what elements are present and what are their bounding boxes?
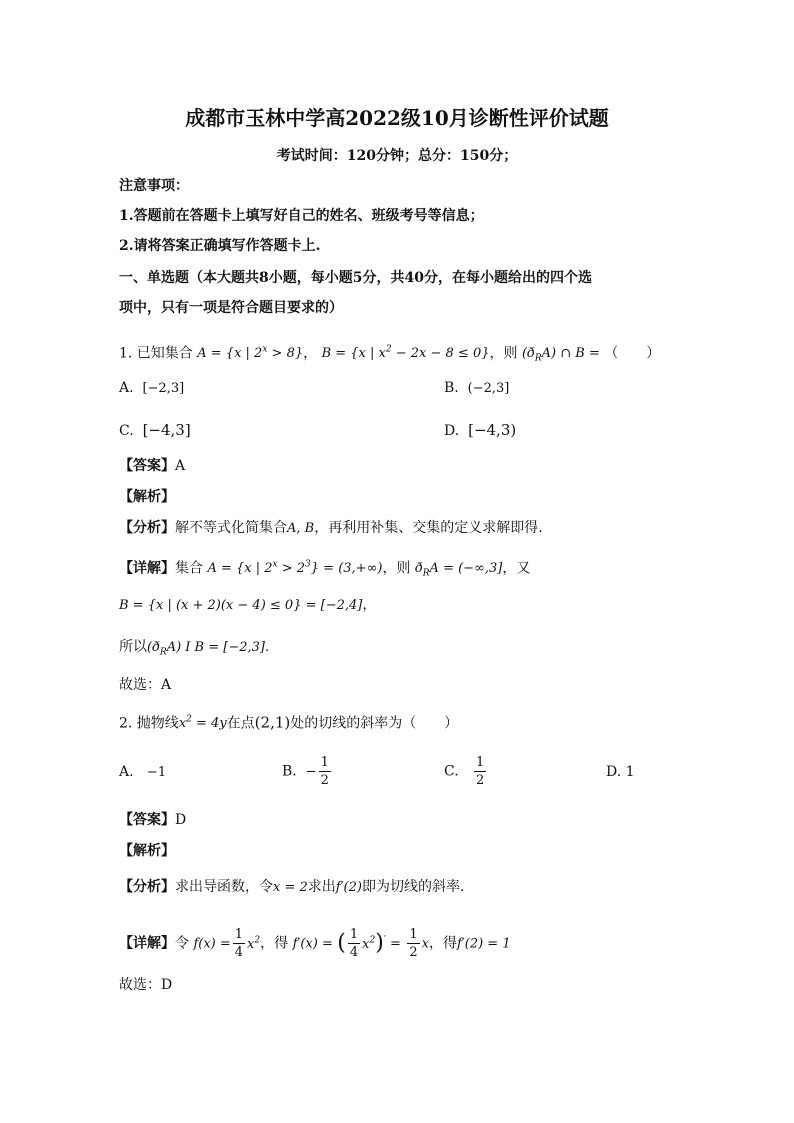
q2-option-d: D. 1	[606, 764, 635, 780]
q1-option-b: B. (−2,3]	[444, 380, 510, 396]
q2-option-c: C. $\frac{1}{2}$	[444, 755, 485, 788]
q2-analysis-label: 【解析】	[119, 843, 175, 859]
q1-set-a: A = {x | $2^x > 8$}	[197, 345, 304, 362]
q1-conclusion: 所以$(ð_RA)$ I B = [−2,3].	[119, 639, 270, 658]
q2-option-b: B. − $\frac{1}{2}$	[282, 755, 329, 788]
section-heading-line1: 一、单选题（本大题共8小题，每小题5分，共40分，在每小题给出的四个选	[119, 270, 592, 286]
q1-choice: 故选：A	[119, 677, 172, 693]
exam-info: 考试时间：120分钟；总分：150分；	[276, 148, 518, 164]
section-heading-line2: 项中，只有一项是符合题目要求的）	[119, 300, 343, 316]
q2-fenxi: 【分析】求出导函数，令x = 2求出f′(2)即为切线的斜率.	[119, 879, 465, 895]
q2-answer: 【答案】D	[119, 812, 187, 828]
q1-analysis-label: 【解析】	[119, 489, 175, 505]
notice-item-1: 1.答题前在答题卡上填写好自己的姓名、班级考号等信息；	[119, 208, 484, 224]
q1-fenxi: 【分析】解不等式化简集合A, B，再利用补集、交集的定义求解即得.	[119, 520, 543, 536]
q2-stem: 2. 抛物线$x^2 = 4y$在点(2,1)处的切线的斜率为（ ）	[119, 713, 459, 732]
q1-option-d: D. [−4,3)	[444, 421, 517, 439]
q1-set-b-solution: B = {x | (x + 2)(x − 4) ≤ 0} = [−2,4]，	[119, 597, 377, 613]
q1-option-a: A. [−2,3]	[119, 380, 185, 396]
notice-item-2: 2.请将答案正确填写作答题卡上.	[119, 238, 321, 254]
q2-choice: 故选：D	[119, 977, 173, 993]
q2-detail: 【详解】令 f(x) = $\frac{1}{4}$ $x^2$，得 f′(x) = ( $\frac{1}{4}$ $x^2)'$ = $\frac{1}{2}$ x，得f′(2) = 1	[119, 927, 511, 961]
q1-answer: 【答案】A	[119, 458, 186, 474]
notice-heading: 注意事项：	[119, 178, 189, 194]
q1-stem: 1. 已知集合 A = {x | $2^x > 8$}， B = {x | $x^2 - 2x - 8 \le 0$}，则 $(ð_RA)$ ∩ B = （ ）	[119, 345, 661, 364]
q1-expression: $(ð_RA)$ ∩ B =	[521, 346, 600, 364]
q2-option-a: A. −1	[119, 764, 167, 780]
q1-set-b: B = {x | $x^2 - 2x - 8 \le 0$}	[321, 345, 490, 362]
page-title: 成都市玉林中学高2022级10月诊断性评价试题	[185, 106, 609, 130]
q1-detail: 【详解】集合 A = {x | $2^x > 2^3\} = (3,+\infty)$，则 $ð_RA = (-\infty,3]$，又	[119, 560, 531, 579]
q1-option-c: C. [−4,3]	[119, 421, 191, 439]
